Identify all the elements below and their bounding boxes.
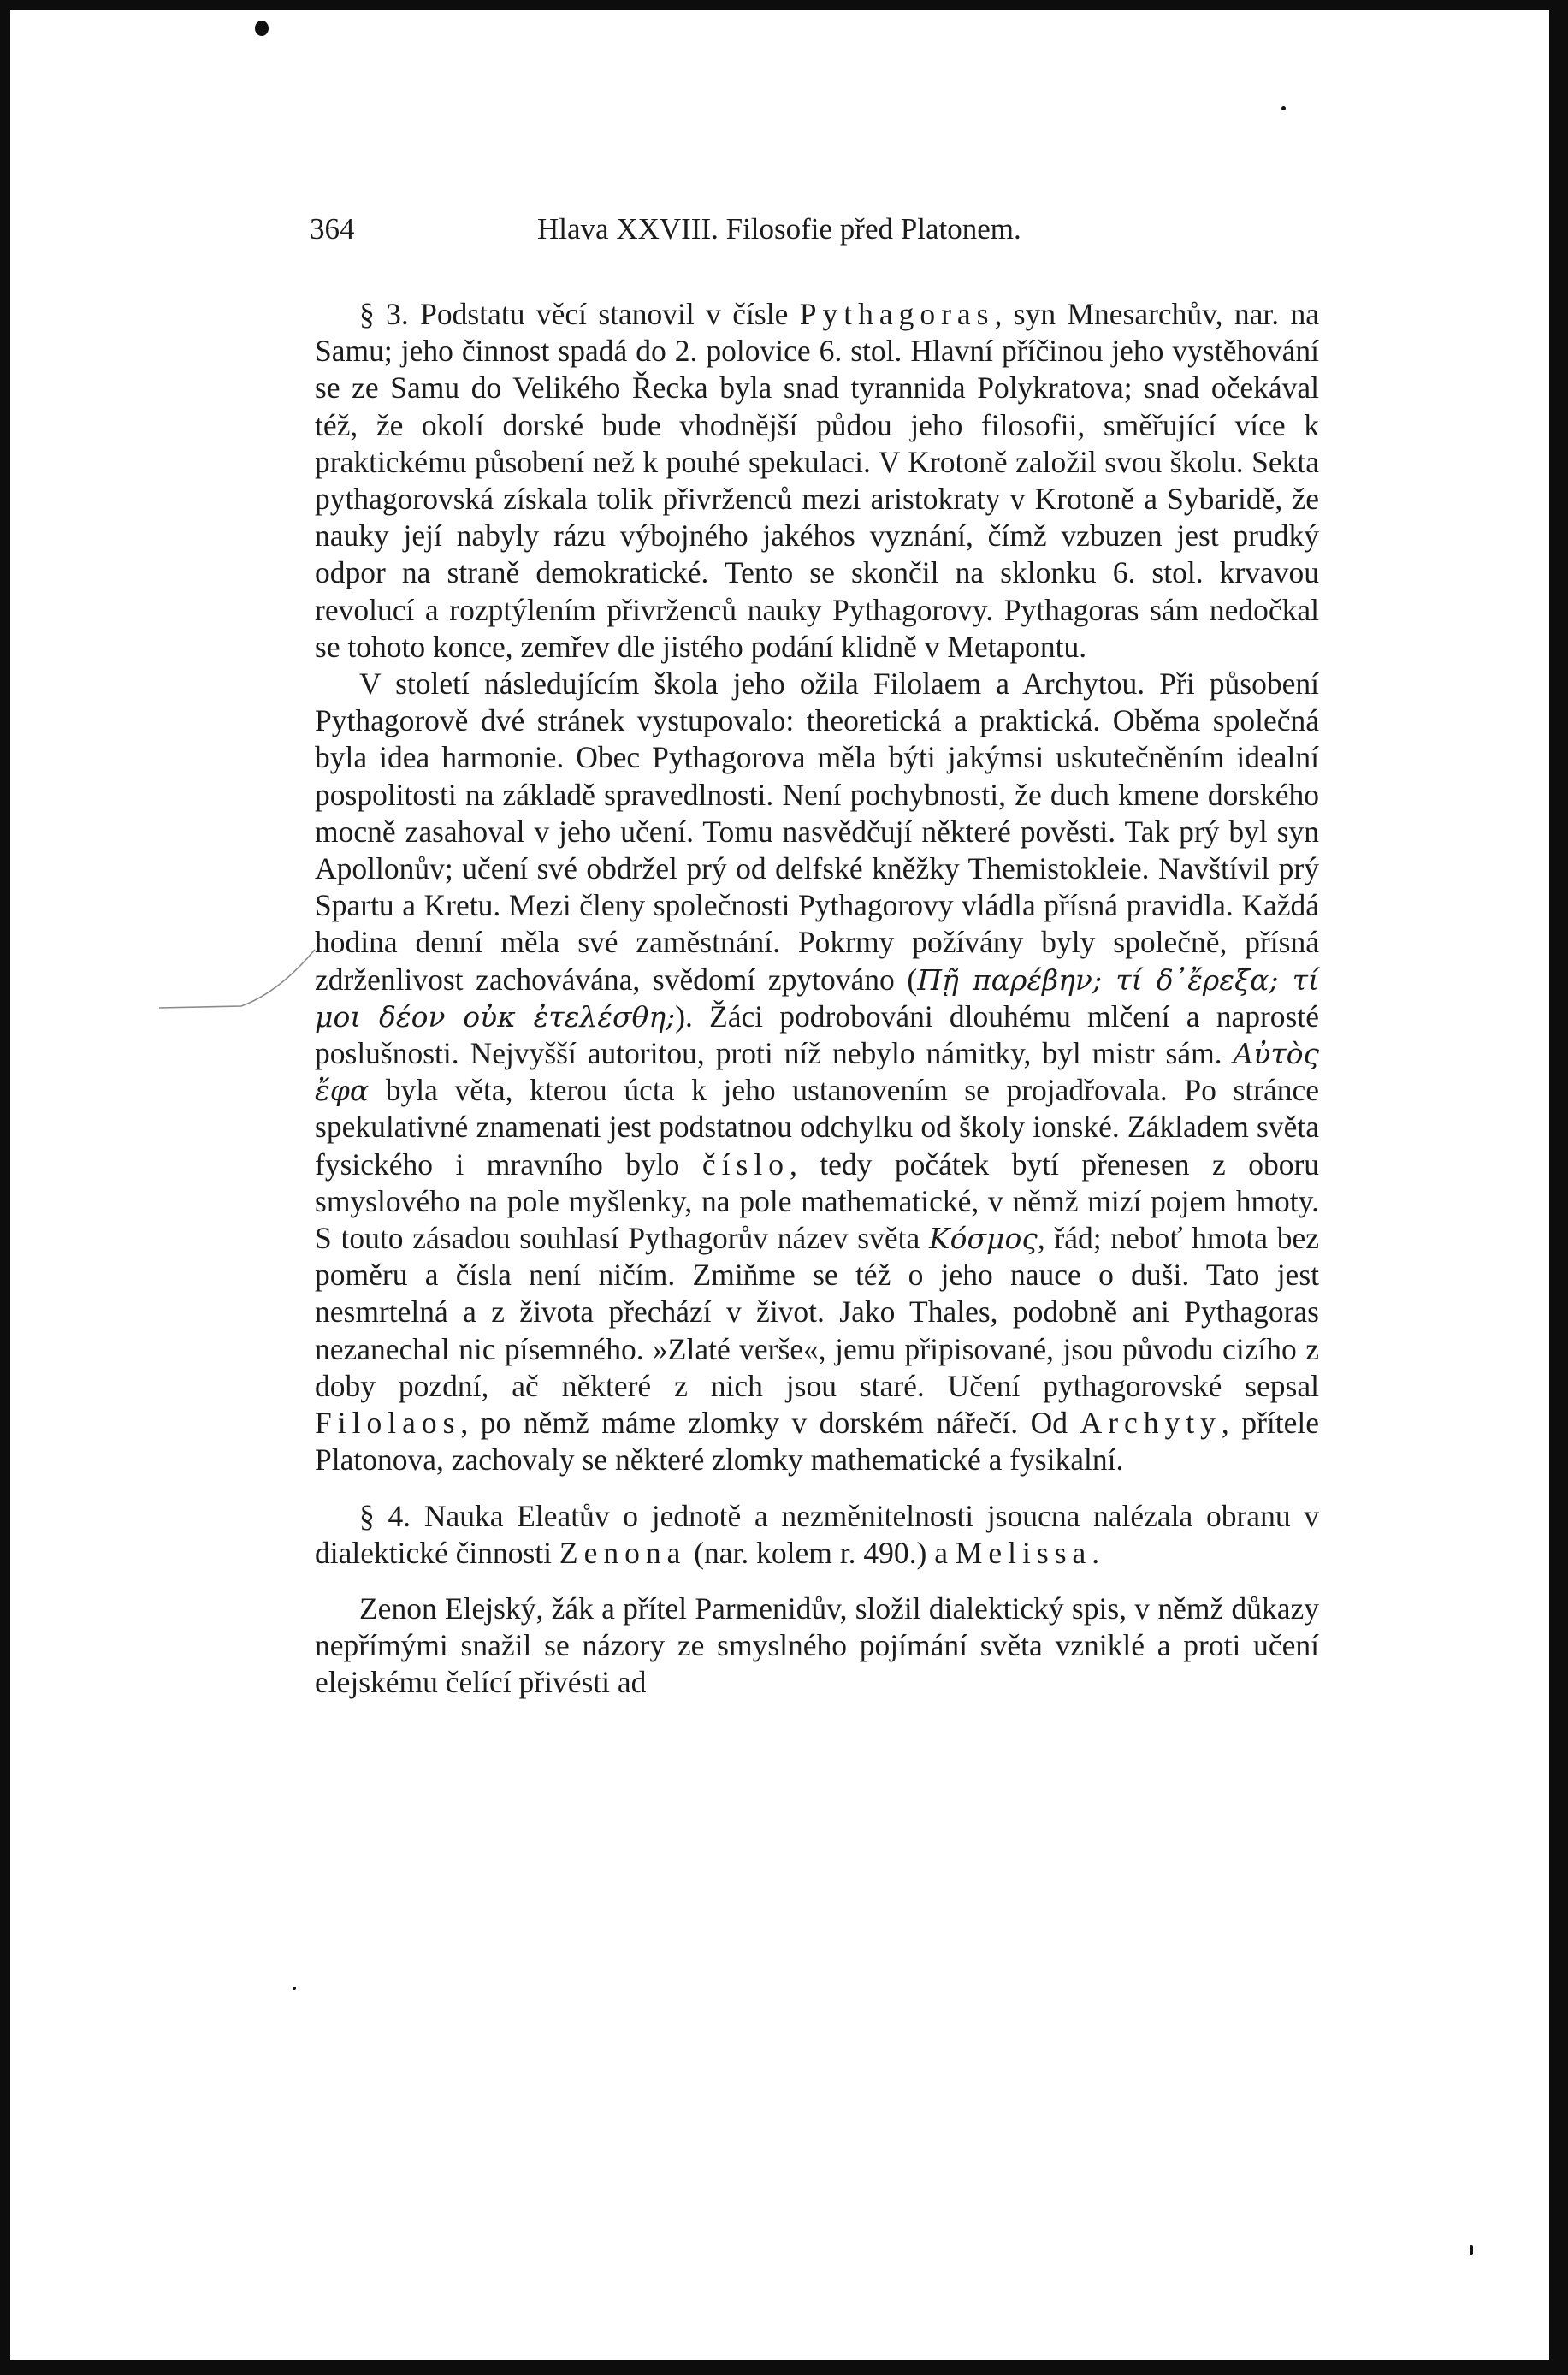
text-run: , řád; neboť hmota bez poměru a čísla není ničím. Zmiňme se též o jeho nauce o duši. Tato jest nesmrtelná a z života přechází v život. Jako Thales, podobně ani Pythagoras nezanechal nic písemného. »Zlaté verše«, jemu připisované, jsou původu cizího z doby pozdní, ač některé z nich jsou staré. Učení pythagorovské sepsal (315, 1221, 1319, 1403)
greek-autos-efa: Αὐτὸς ἔφα (315, 1037, 1319, 1108)
name-zenon: Zenona (559, 1535, 687, 1570)
section-sign: § 4. (359, 1498, 411, 1533)
section-sign: § 3. (359, 297, 409, 331)
text-run: ). Žáci podrobováni dlouhému mlčení a naprosté poslušnosti. Nejvyšší autoritou, proti níž nebylo námitky, byl mistr sám. (315, 998, 1319, 1071)
text-run: , přítele Platonova, zachovaly se některé zlomky mathematické a fysikalní. (315, 1406, 1319, 1478)
text-run: . (1092, 1535, 1100, 1570)
ink-speck (1470, 2245, 1473, 2255)
text-run: , po němž máme zlomky v dorském nářečí. Od (460, 1406, 1068, 1441)
pencil-margin-mark (159, 941, 322, 1010)
text-run: Podstatu věcí stanovil v čísle (420, 297, 789, 331)
name-melissos: Melissa (955, 1535, 1092, 1570)
greek-questions: Πῇ παρέβην; τί δ᾽ἔρεξα; τί μοι δέον οὐκ ἐτελέσθη; (315, 962, 1319, 1034)
text-run: , syn Mnesarchův, nar. na Samu; jeho činnost spadá do 2. polovice 6. stol. Hlavní příčinou jeho vystěhování se ze Samu do Velikého Řecka byla snad tyrannida Polykratova; snad očekával též, že okolí dorské bude vhodnější půdou jeho filosofii, směřující více k praktickému působení než k pouhé spekulaci. V Krotoně založil svou školu. Sekta pythagorovská získala tolik přivrženců mezi aristokraty v Krotoně a Sybaridě, že nauky její nabyly rázu výbojného jakéhos vyznání, čímž vzbuzen jest prudký odpor na straně demokratické. Tento se skončil na sklonku 6. stol. krvavou revolucí a rozptýlením přivrženců nauky Pythagorovy. Pythagoras sám nedočkal se tohoto konce, zemřev dle jistého podání klidně v Metapontu. (315, 297, 1320, 664)
ink-speck (1281, 106, 1286, 110)
ink-speck (293, 1987, 296, 1990)
section-4-paragraph (315, 1498, 1319, 1572)
page-number: 364 (310, 212, 355, 246)
name-archytas: Archyty (1080, 1406, 1222, 1441)
text-run: V století následujícím škola jeho ožila Filolaem a Archytou. Při působení Pythagorově dvé stránek vystupovalo: theoretická a praktická. Oběma společná byla idea harmonie. Obec Pythagorova měla býti jakýmsi uskutečněním idealní pospolitosti na základě spravedlnosti. Není pochybnosti, že duch kmene dorského mocně zasahoval v jeho učení. Tomu nasvědčují některé pověsti. Tak prý byl syn Apollonův; učení své obdržel prý od delfské kněžky Themistokleie. Navštívil prý Spartu a Kretu. Mezi členy společnosti Pythagorovy vládla přísná pravidla. Každá hodina denní měla své zaměstnání. Pokrmy požívány byly společně, přísná zdrženlivost zachovávána, svědomí zpytováno ( (315, 666, 1319, 997)
section-3-paragraph (315, 296, 1319, 666)
greek-kosmos: Κόσμος (928, 1222, 1038, 1256)
zenon-paragraph (315, 1590, 1319, 1702)
text-run: Nauka Eleatův o jednotě a nezměnitelnosti jsoucna nalézala obranu v dialektické činnosti (315, 1498, 1320, 1570)
text-run: (nar. kolem r. 490.) a (694, 1535, 948, 1570)
page-header (310, 212, 1319, 255)
body-text (315, 296, 1319, 1702)
name-pythagoras: Pythagoras (799, 297, 995, 331)
ink-speck (255, 21, 269, 36)
text-run: Zenon Elejský, žák a přítel Parmenidův, složil dialektický spis, v němž důkazy nepřímými snažil se názory ze smyslného pojímání světa vzniklé a proti učení elejskému čelící přivésti ad (315, 1590, 1319, 1700)
text-run: byla věta, kterou úcta k jeho ustanovením se projadřovala. Po stránce spekulativné znamenati jest podstatnou odchylku od školy ionské. Základem světa fysického i mravního bylo (315, 1073, 1320, 1182)
text-run: , tedy počátek bytí přenesen z oboru smyslového na pole myšlenky, na pole mathematické, v němž mizí pojem hmoty. S touto zásadou souhlasí Pythagorův název světa (315, 1146, 1320, 1256)
name-filolaos: Filolaos (315, 1406, 461, 1441)
running-title: Hlava XXVIII. Filosofie před Platonem. (537, 212, 1021, 246)
pythagorean-school-paragraph (315, 666, 1319, 1478)
word-cislo: číslo (701, 1146, 790, 1182)
